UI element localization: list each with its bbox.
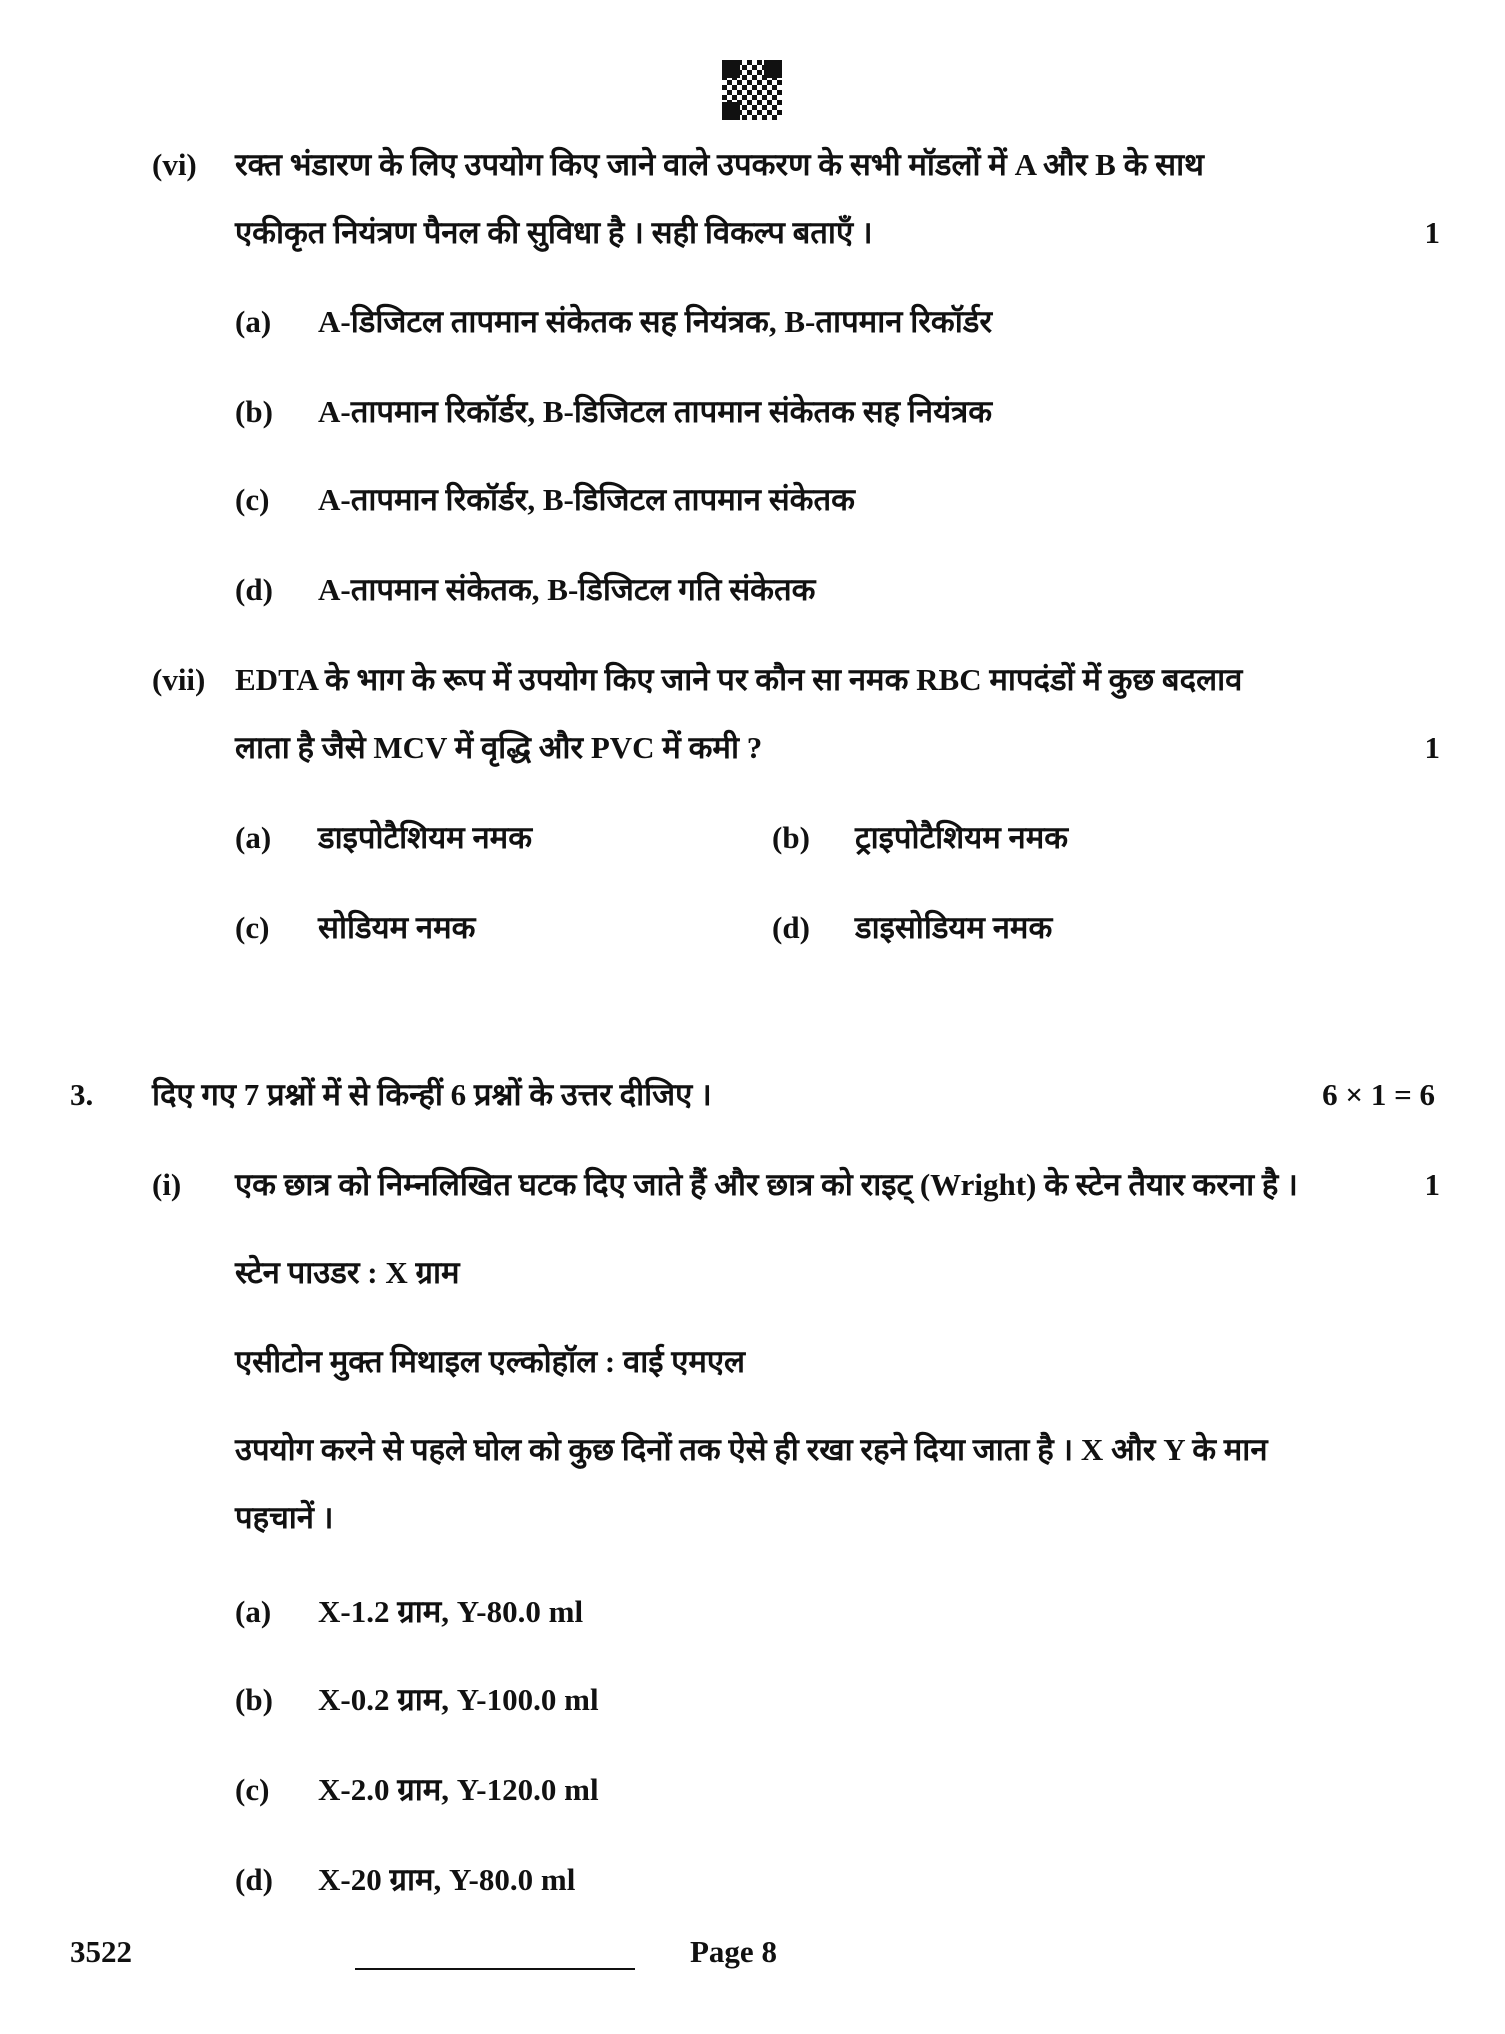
option-text: ट्राइपोटैशियम नमक [855, 820, 1069, 855]
option-text: A-तापमान रिकॉर्डर, B-डिजिटल तापमान संकेतक [318, 482, 855, 517]
option-label: (d) [235, 572, 273, 607]
footer-divider [355, 1968, 635, 1970]
question-number: (i) [152, 1167, 182, 1202]
question-text: दिए गए 7 प्रश्नों में से किन्हीं 6 प्रश्नों के उत्तर दीजिए । [152, 1077, 712, 1112]
option-text: A-डिजिटल तापमान संकेतक सह नियंत्रक, B-तापमान रिकॉर्डर [318, 304, 993, 339]
option-text: डाइसोडियम नमक [855, 910, 1053, 945]
question-number: (vii) [152, 662, 206, 697]
option-text: X-0.2 ग्राम, Y-100.0 ml [318, 1682, 599, 1717]
option-text: A-तापमान संकेतक, B-डिजिटल गति संकेतक [318, 572, 816, 607]
stain-powder-text: स्टेन पाउडर : X ग्राम [235, 1255, 460, 1290]
option-text: X-1.2 ग्राम, Y-80.0 ml [318, 1594, 584, 1629]
question-text: एक छात्र को निम्नलिखित घटक दिए जाते हैं और छात्र को राइट् (Wright) के स्टेन तैयार करना है । [235, 1167, 1298, 1202]
question-marks: 1 [1424, 1167, 1440, 1202]
option-label: (c) [235, 482, 270, 517]
question-text: लाता है जैसे MCV में वृद्धि और PVC में कमी ? [235, 730, 763, 765]
question-text: पहचानें । [235, 1500, 334, 1535]
question-text: एकीकृत नियंत्रण पैनल की सुविधा है । सही विकल्प बताएँ । [235, 215, 873, 250]
option-label: (d) [772, 910, 810, 945]
option-text: डाइपोटैशियम नमक [318, 820, 533, 855]
question-text: EDTA के भाग के रूप में उपयोग किए जाने पर कौन सा नमक RBC मापदंडों में कुछ बदलाव [235, 662, 1243, 697]
option-label: (a) [235, 304, 272, 339]
option-text: X-20 ग्राम, Y-80.0 ml [318, 1862, 576, 1897]
question-marks: 1 [1424, 730, 1440, 765]
question-text: उपयोग करने से पहले घोल को कुछ दिनों तक ऐसे ही रखा रहने दिया जाता है । X और Y के मान [235, 1432, 1268, 1467]
option-label: (b) [235, 394, 273, 429]
option-text: सोडियम नमक [318, 910, 476, 945]
qr-code-icon [720, 58, 784, 122]
option-label: (c) [235, 1772, 270, 1807]
option-label: (b) [772, 820, 810, 855]
question-text: रक्त भंडारण के लिए उपयोग किए जाने वाले उपकरण के सभी मॉडलों में A और B के साथ [235, 147, 1204, 182]
question-marks: 6 × 1 = 6 [1322, 1077, 1435, 1112]
question-number: (vi) [152, 147, 197, 182]
methyl-alcohol-text: एसीटोन मुक्त मिथाइल एल्कोहॉल : वाई एमएल [235, 1344, 746, 1379]
option-label: (b) [235, 1682, 273, 1717]
question-marks: 1 [1424, 215, 1440, 250]
option-label: (c) [235, 910, 270, 945]
option-label: (a) [235, 820, 272, 855]
question-number: 3. [70, 1077, 94, 1112]
option-label: (a) [235, 1594, 272, 1629]
paper-code: 3522 [70, 1934, 132, 1969]
option-label: (d) [235, 1862, 273, 1897]
page-number: Page 8 [690, 1934, 777, 1969]
option-text: A-तापमान रिकॉर्डर, B-डिजिटल तापमान संकेतक सह नियंत्रक [318, 394, 993, 429]
option-text: X-2.0 ग्राम, Y-120.0 ml [318, 1772, 599, 1807]
